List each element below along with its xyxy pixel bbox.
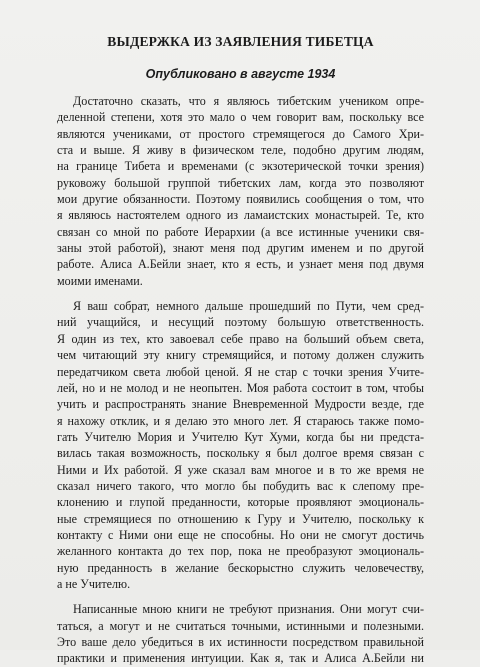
text-line: мои другие обязанности. Поэтому появились сообщения о том, что bbox=[57, 192, 424, 207]
text-line: лей, но и не молод и не неопытен. Моя работа состоит в том, чтобы bbox=[57, 380, 424, 395]
text-line: заны этой работой), знают меня под другим именем и по другой bbox=[57, 241, 424, 256]
text-line: Я ваш собрат, немного дальше прошедший по Пути, чем сред- bbox=[73, 299, 424, 314]
text-line: Ними и Их работой. Я уже сказал вам многое и в то же время не bbox=[57, 462, 424, 477]
text-line: я нахожу отклик, и я делаю это много лет. Я стараюсь также помо- bbox=[57, 413, 424, 428]
text-line: сказал ничего такого, что могло бы побудить вас к слепому пре- bbox=[57, 478, 424, 493]
text-line: работе. Алиса А.Бейли знает, кто я есть, и узнает меня под двумя bbox=[57, 257, 424, 272]
text-line: я являюсь настоятелем одного из ламаистских монастырей. Те, кто bbox=[57, 208, 424, 223]
text-line: Достаточно сказать, что я являюсь тибетским учеником опре- bbox=[73, 94, 424, 108]
text-line: желанного контакта до тех пор, пока не преобразуют эмоциональ- bbox=[57, 544, 424, 559]
text-line: ста и выше. Я живу в физическом теле, подобно другим людям, bbox=[57, 143, 424, 158]
text-line: Это ваше дело убедиться в их истинности посредством правильной bbox=[57, 635, 424, 649]
text-line: чем читающий эту книгу стремящийся, и потому должен служить bbox=[57, 348, 424, 363]
document-title: ВЫДЕРЖКА ИЗ ЗАЯВЛЕНИЯ ТИБЕТЦА bbox=[107, 34, 374, 49]
text-line: на границе Тибета и временами (с экзотерической точки зрения) bbox=[57, 159, 424, 174]
text-line: ную преданность в желание бескорыстно служить человечеству, bbox=[57, 560, 424, 575]
text-line: являются учениками, от простого стремящегося до Самого Хри- bbox=[57, 126, 424, 141]
text-line: деленной степени, хотя это мало о чем говорит вам, поскольку все bbox=[57, 110, 424, 125]
paragraph bbox=[57, 93, 424, 289]
text-line: а не Учителю. bbox=[57, 576, 131, 591]
text-line: руковожу большой группой тибетских лам, когда это позволяют bbox=[57, 175, 424, 190]
text-line: ний учащийся, и несущий поэтому большую ответственность. bbox=[57, 315, 424, 330]
text-line: практики и применения интуиции. Как я, так и Алиса А.Бейли ни bbox=[57, 651, 424, 666]
paragraph bbox=[57, 601, 424, 666]
text-line: Написанные мною книги не требуют признания. Они могут счи- bbox=[73, 602, 424, 617]
text-line: гать Учителю Мория и Учителю Кут Хуми, когда бы ни предста- bbox=[57, 429, 424, 444]
text-line: моими именами. bbox=[57, 273, 143, 288]
text-line: вилась такая возможность, поскольку я был долгое время связан с bbox=[57, 446, 424, 461]
document-subtitle: Опубликовано в августе 1934 bbox=[145, 67, 336, 81]
text-line: таться, а могут и не считаться точными, истинными и полезными. bbox=[57, 618, 424, 633]
text-line: контакту с Ними они еще не способны. Но они не смогут достичь bbox=[57, 527, 424, 542]
text-line: Я один из тех, кто завоевал себе право на больший объем света, bbox=[57, 331, 424, 346]
text-line: учить и распространять знание Вневременной Мудрости везде, где bbox=[57, 397, 424, 412]
text-line: связан со мной по работе Иерархии (а все истинные ученики свя- bbox=[57, 224, 424, 239]
text-line: ные стремящиеся по отношению к Гуру и Учителю, поскольку к bbox=[57, 511, 424, 526]
document-body bbox=[57, 93, 424, 667]
paragraph bbox=[57, 298, 424, 592]
text-line: клонению и глупой преданности, которые проявляют эмоциональ- bbox=[57, 495, 424, 510]
text-line: передатчиком света любой ценой. Я не стар с точки зрения Учите- bbox=[57, 364, 424, 379]
